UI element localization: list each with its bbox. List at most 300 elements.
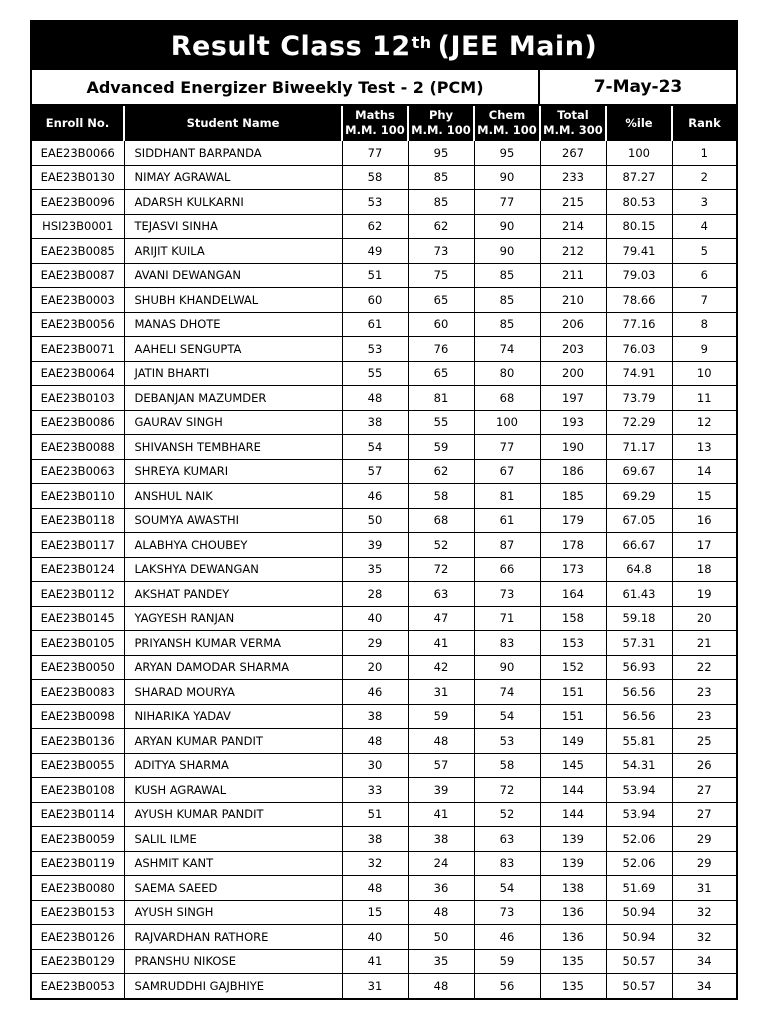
phy-score: 41 xyxy=(408,631,474,656)
phy-score: 36 xyxy=(408,876,474,901)
rank: 13 xyxy=(672,435,736,460)
header-chem: Chem M.M. 100 xyxy=(474,106,540,141)
maths-score: 46 xyxy=(342,484,408,509)
student-name: ADARSH KULKARNI xyxy=(124,190,342,215)
percentile: 52.06 xyxy=(606,851,672,876)
chem-score: 100 xyxy=(474,410,540,435)
enroll-no: EAE23B0119 xyxy=(32,851,124,876)
maths-score: 51 xyxy=(342,263,408,288)
student-name: SAEMA SAEED xyxy=(124,876,342,901)
phy-score: 63 xyxy=(408,582,474,607)
student-name: ADITYA SHARMA xyxy=(124,753,342,778)
chem-score: 90 xyxy=(474,239,540,264)
test-date: 7-May-23 xyxy=(593,77,683,97)
phy-score: 85 xyxy=(408,165,474,190)
result-sheet xyxy=(30,20,738,1000)
phy-score: 95 xyxy=(408,141,474,166)
total-score: 200 xyxy=(540,361,606,386)
chem-score: 46 xyxy=(474,925,540,950)
enroll-no: EAE23B0050 xyxy=(32,655,124,680)
phy-score: 35 xyxy=(408,949,474,974)
student-name: SOUMYA AWASTHI xyxy=(124,508,342,533)
rank: 7 xyxy=(672,288,736,313)
maths-score: 29 xyxy=(342,631,408,656)
maths-score: 40 xyxy=(342,925,408,950)
rank: 27 xyxy=(672,802,736,827)
maths-score: 60 xyxy=(342,288,408,313)
rank: 19 xyxy=(672,582,736,607)
chem-score: 83 xyxy=(474,851,540,876)
enroll-no: EAE23B0080 xyxy=(32,876,124,901)
maths-score: 61 xyxy=(342,312,408,337)
total-score: 153 xyxy=(540,631,606,656)
chem-score: 90 xyxy=(474,214,540,239)
student-name: MANAS DHOTE xyxy=(124,312,342,337)
table-row xyxy=(32,900,736,925)
table-row xyxy=(32,778,736,803)
percentile: 80.15 xyxy=(606,214,672,239)
student-name: PRANSHU NIKOSE xyxy=(124,949,342,974)
maths-score: 50 xyxy=(342,508,408,533)
phy-score: 59 xyxy=(408,704,474,729)
enroll-no: EAE23B0086 xyxy=(32,410,124,435)
chem-score: 63 xyxy=(474,827,540,852)
student-name: DEBANJAN MAZUMDER xyxy=(124,386,342,411)
enroll-no: EAE23B0136 xyxy=(32,729,124,754)
enroll-no: EAE23B0064 xyxy=(32,361,124,386)
chem-score: 61 xyxy=(474,508,540,533)
enroll-no: EAE23B0056 xyxy=(32,312,124,337)
percentile: 55.81 xyxy=(606,729,672,754)
phy-score: 65 xyxy=(408,288,474,313)
percentile: 76.03 xyxy=(606,337,672,362)
table-row xyxy=(32,802,736,827)
total-score: 210 xyxy=(540,288,606,313)
total-score: 215 xyxy=(540,190,606,215)
chem-score: 52 xyxy=(474,802,540,827)
total-score: 135 xyxy=(540,974,606,998)
rank: 25 xyxy=(672,729,736,754)
rank: 2 xyxy=(672,165,736,190)
rank: 22 xyxy=(672,655,736,680)
percentile: 78.66 xyxy=(606,288,672,313)
rank: 5 xyxy=(672,239,736,264)
chem-score: 73 xyxy=(474,900,540,925)
rank: 34 xyxy=(672,974,736,998)
percentile: 69.29 xyxy=(606,484,672,509)
percentile: 80.53 xyxy=(606,190,672,215)
enroll-no: EAE23B0124 xyxy=(32,557,124,582)
maths-score: 30 xyxy=(342,753,408,778)
title-banner xyxy=(32,22,736,70)
student-name: YAGYESH RANJAN xyxy=(124,606,342,631)
total-score: 211 xyxy=(540,263,606,288)
rank: 23 xyxy=(672,704,736,729)
total-score: 136 xyxy=(540,900,606,925)
phy-score: 48 xyxy=(408,900,474,925)
maths-score: 49 xyxy=(342,239,408,264)
student-name: LAKSHYA DEWANGAN xyxy=(124,557,342,582)
enroll-no: EAE23B0129 xyxy=(32,949,124,974)
percentile: 50.94 xyxy=(606,925,672,950)
maths-score: 31 xyxy=(342,974,408,998)
rank: 29 xyxy=(672,851,736,876)
total-score: 193 xyxy=(540,410,606,435)
phy-score: 76 xyxy=(408,337,474,362)
maths-score: 51 xyxy=(342,802,408,827)
student-name: GAURAV SINGH xyxy=(124,410,342,435)
enroll-no: EAE23B0063 xyxy=(32,459,124,484)
enroll-no: EAE23B0055 xyxy=(32,753,124,778)
rank: 15 xyxy=(672,484,736,509)
rank: 31 xyxy=(672,876,736,901)
chem-score: 67 xyxy=(474,459,540,484)
percentile: 50.57 xyxy=(606,949,672,974)
total-score: 139 xyxy=(540,851,606,876)
rank: 11 xyxy=(672,386,736,411)
phy-score: 85 xyxy=(408,190,474,215)
table-row xyxy=(32,729,736,754)
header-maths: Maths M.M. 100 xyxy=(342,106,408,141)
percentile: 66.67 xyxy=(606,533,672,558)
chem-score: 90 xyxy=(474,655,540,680)
maths-score: 62 xyxy=(342,214,408,239)
table-row xyxy=(32,337,736,362)
phy-score: 62 xyxy=(408,459,474,484)
title-suffix: (JEE Main) xyxy=(437,30,598,62)
table-row xyxy=(32,704,736,729)
total-score: 149 xyxy=(540,729,606,754)
percentile: 53.94 xyxy=(606,802,672,827)
total-score: 151 xyxy=(540,704,606,729)
chem-score: 54 xyxy=(474,876,540,901)
total-score: 145 xyxy=(540,753,606,778)
enroll-no: HSI23B0001 xyxy=(32,214,124,239)
student-name: RAJVARDHAN RATHORE xyxy=(124,925,342,950)
phy-score: 75 xyxy=(408,263,474,288)
table-row xyxy=(32,410,736,435)
student-name: SHIVANSH TEMBHARE xyxy=(124,435,342,460)
maths-score: 77 xyxy=(342,141,408,166)
percentile: 57.31 xyxy=(606,631,672,656)
chem-score: 85 xyxy=(474,312,540,337)
total-score: 214 xyxy=(540,214,606,239)
percentile: 59.18 xyxy=(606,606,672,631)
maths-score: 55 xyxy=(342,361,408,386)
table-row xyxy=(32,655,736,680)
enroll-no: EAE23B0087 xyxy=(32,263,124,288)
table-row xyxy=(32,263,736,288)
enroll-no: EAE23B0130 xyxy=(32,165,124,190)
phy-score: 50 xyxy=(408,925,474,950)
chem-score: 58 xyxy=(474,753,540,778)
percentile: 56.93 xyxy=(606,655,672,680)
student-name: ARIJIT KUILA xyxy=(124,239,342,264)
phy-score: 62 xyxy=(408,214,474,239)
chem-score: 54 xyxy=(474,704,540,729)
enroll-no: EAE23B0098 xyxy=(32,704,124,729)
table-row xyxy=(32,484,736,509)
table-row xyxy=(32,141,736,166)
maths-score: 58 xyxy=(342,165,408,190)
maths-score: 38 xyxy=(342,827,408,852)
maths-score: 53 xyxy=(342,337,408,362)
rank: 29 xyxy=(672,827,736,852)
phy-score: 81 xyxy=(408,386,474,411)
maths-score: 40 xyxy=(342,606,408,631)
maths-score: 54 xyxy=(342,435,408,460)
table-row xyxy=(32,239,736,264)
student-name: NIHARIKA YADAV xyxy=(124,704,342,729)
percentile: 50.57 xyxy=(606,974,672,998)
rank: 1 xyxy=(672,141,736,166)
total-score: 197 xyxy=(540,386,606,411)
table-row xyxy=(32,288,736,313)
table-row xyxy=(32,827,736,852)
maths-score: 53 xyxy=(342,190,408,215)
maths-score: 35 xyxy=(342,557,408,582)
student-name: AYUSH KUMAR PANDIT xyxy=(124,802,342,827)
table-row xyxy=(32,606,736,631)
enroll-no: EAE23B0053 xyxy=(32,974,124,998)
enroll-no: EAE23B0071 xyxy=(32,337,124,362)
student-name: AKSHAT PANDEY xyxy=(124,582,342,607)
percentile: 50.94 xyxy=(606,900,672,925)
student-name: TEJASVI SINHA xyxy=(124,214,342,239)
table-row xyxy=(32,557,736,582)
rank: 27 xyxy=(672,778,736,803)
student-name: SALIL ILME xyxy=(124,827,342,852)
table-row xyxy=(32,190,736,215)
enroll-no: EAE23B0108 xyxy=(32,778,124,803)
student-name: ANSHUL NAIK xyxy=(124,484,342,509)
percentile: 73.79 xyxy=(606,386,672,411)
total-score: 212 xyxy=(540,239,606,264)
phy-score: 55 xyxy=(408,410,474,435)
maths-score: 46 xyxy=(342,680,408,705)
test-name: Advanced Energizer Biweekly Test - 2 (PCM) xyxy=(32,70,540,104)
student-name: ALABHYA CHOUBEY xyxy=(124,533,342,558)
maths-score: 57 xyxy=(342,459,408,484)
enroll-no: EAE23B0117 xyxy=(32,533,124,558)
enroll-no: EAE23B0145 xyxy=(32,606,124,631)
rank: 21 xyxy=(672,631,736,656)
chem-score: 90 xyxy=(474,165,540,190)
enroll-no: EAE23B0085 xyxy=(32,239,124,264)
maths-score: 38 xyxy=(342,410,408,435)
header-student-name: Student Name xyxy=(124,106,342,141)
rank: 20 xyxy=(672,606,736,631)
chem-score: 77 xyxy=(474,435,540,460)
chem-score: 73 xyxy=(474,582,540,607)
chem-score: 77 xyxy=(474,190,540,215)
total-score: 178 xyxy=(540,533,606,558)
table-row xyxy=(32,753,736,778)
total-score: 190 xyxy=(540,435,606,460)
maths-score: 15 xyxy=(342,900,408,925)
table-row xyxy=(32,974,736,998)
phy-score: 38 xyxy=(408,827,474,852)
total-score: 138 xyxy=(540,876,606,901)
table-row xyxy=(32,435,736,460)
maths-score: 32 xyxy=(342,851,408,876)
phy-score: 65 xyxy=(408,361,474,386)
chem-score: 68 xyxy=(474,386,540,411)
total-score: 158 xyxy=(540,606,606,631)
title-superscript: th xyxy=(411,32,432,52)
rank: 23 xyxy=(672,680,736,705)
chem-score: 66 xyxy=(474,557,540,582)
table-row xyxy=(32,459,736,484)
chem-score: 56 xyxy=(474,974,540,998)
chem-score: 85 xyxy=(474,263,540,288)
rank: 34 xyxy=(672,949,736,974)
percentile: 74.91 xyxy=(606,361,672,386)
percentile: 51.69 xyxy=(606,876,672,901)
rank: 16 xyxy=(672,508,736,533)
percentile: 52.06 xyxy=(606,827,672,852)
total-score: 135 xyxy=(540,949,606,974)
total-score: 152 xyxy=(540,655,606,680)
student-name: SHREYA KUMARI xyxy=(124,459,342,484)
header-rank: Rank xyxy=(672,106,736,141)
percentile: 56.56 xyxy=(606,680,672,705)
table-row xyxy=(32,508,736,533)
table-row xyxy=(32,165,736,190)
enroll-no: EAE23B0153 xyxy=(32,900,124,925)
rank: 12 xyxy=(672,410,736,435)
total-score: 267 xyxy=(540,141,606,166)
phy-score: 42 xyxy=(408,655,474,680)
rank: 3 xyxy=(672,190,736,215)
total-score: 186 xyxy=(540,459,606,484)
chem-score: 74 xyxy=(474,680,540,705)
student-name: ASHMIT KANT xyxy=(124,851,342,876)
total-score: 233 xyxy=(540,165,606,190)
student-name: NIMAY AGRAWAL xyxy=(124,165,342,190)
rank: 4 xyxy=(672,214,736,239)
phy-score: 68 xyxy=(408,508,474,533)
chem-score: 83 xyxy=(474,631,540,656)
chem-score: 95 xyxy=(474,141,540,166)
phy-score: 48 xyxy=(408,974,474,998)
header-total: Total M.M. 300 xyxy=(540,106,606,141)
total-score: 139 xyxy=(540,827,606,852)
student-name: ARYAN KUMAR PANDIT xyxy=(124,729,342,754)
student-name: SHARAD MOURYA xyxy=(124,680,342,705)
total-score: 203 xyxy=(540,337,606,362)
student-name: KUSH AGRAWAL xyxy=(124,778,342,803)
rank: 14 xyxy=(672,459,736,484)
chem-score: 71 xyxy=(474,606,540,631)
total-score: 144 xyxy=(540,778,606,803)
enroll-no: EAE23B0088 xyxy=(32,435,124,460)
percentile: 79.41 xyxy=(606,239,672,264)
chem-score: 80 xyxy=(474,361,540,386)
maths-score: 20 xyxy=(342,655,408,680)
rank: 18 xyxy=(672,557,736,582)
phy-score: 24 xyxy=(408,851,474,876)
total-score: 179 xyxy=(540,508,606,533)
student-name: PRIYANSH KUMAR VERMA xyxy=(124,631,342,656)
phy-score: 39 xyxy=(408,778,474,803)
table-row xyxy=(32,582,736,607)
percentile: 71.17 xyxy=(606,435,672,460)
percentile: 61.43 xyxy=(606,582,672,607)
percentile: 54.31 xyxy=(606,753,672,778)
table-row xyxy=(32,214,736,239)
chem-score: 74 xyxy=(474,337,540,362)
percentile: 100 xyxy=(606,141,672,166)
header-phy: Phy M.M. 100 xyxy=(408,106,474,141)
rank: 26 xyxy=(672,753,736,778)
percentile: 53.94 xyxy=(606,778,672,803)
rank: 17 xyxy=(672,533,736,558)
enroll-no: EAE23B0114 xyxy=(32,802,124,827)
total-score: 136 xyxy=(540,925,606,950)
percentile: 72.29 xyxy=(606,410,672,435)
rank: 10 xyxy=(672,361,736,386)
total-score: 151 xyxy=(540,680,606,705)
maths-score: 48 xyxy=(342,386,408,411)
percentile: 64.8 xyxy=(606,557,672,582)
header-enroll: Enroll No. xyxy=(32,106,124,141)
table-row xyxy=(32,876,736,901)
chem-score: 85 xyxy=(474,288,540,313)
enroll-no: EAE23B0066 xyxy=(32,141,124,166)
enroll-no: EAE23B0103 xyxy=(32,386,124,411)
phy-score: 52 xyxy=(408,533,474,558)
total-score: 206 xyxy=(540,312,606,337)
maths-score: 28 xyxy=(342,582,408,607)
phy-score: 60 xyxy=(408,312,474,337)
phy-score: 47 xyxy=(408,606,474,631)
enroll-no: EAE23B0126 xyxy=(32,925,124,950)
phy-score: 57 xyxy=(408,753,474,778)
table-row xyxy=(32,631,736,656)
header-row xyxy=(32,106,736,141)
phy-score: 48 xyxy=(408,729,474,754)
enroll-no: EAE23B0118 xyxy=(32,508,124,533)
phy-score: 59 xyxy=(408,435,474,460)
percentile: 69.67 xyxy=(606,459,672,484)
enroll-no: EAE23B0110 xyxy=(32,484,124,509)
rank: 8 xyxy=(672,312,736,337)
phy-score: 58 xyxy=(408,484,474,509)
table-row xyxy=(32,312,736,337)
phy-score: 41 xyxy=(408,802,474,827)
chem-score: 53 xyxy=(474,729,540,754)
student-name: AAHELI SENGUPTA xyxy=(124,337,342,362)
student-name: AVANI DEWANGAN xyxy=(124,263,342,288)
title-main: Result Class 12 xyxy=(170,30,411,62)
chem-score: 81 xyxy=(474,484,540,509)
student-name: ARYAN DAMODAR SHARMA xyxy=(124,655,342,680)
student-name: SHUBH KHANDELWAL xyxy=(124,288,342,313)
rank: 9 xyxy=(672,337,736,362)
table-row xyxy=(32,949,736,974)
rank: 32 xyxy=(672,925,736,950)
enroll-no: EAE23B0112 xyxy=(32,582,124,607)
phy-score: 73 xyxy=(408,239,474,264)
maths-score: 41 xyxy=(342,949,408,974)
maths-score: 48 xyxy=(342,876,408,901)
maths-score: 33 xyxy=(342,778,408,803)
enroll-no: EAE23B0105 xyxy=(32,631,124,656)
results-body xyxy=(32,141,736,998)
table-row xyxy=(32,851,736,876)
table-row xyxy=(32,533,736,558)
